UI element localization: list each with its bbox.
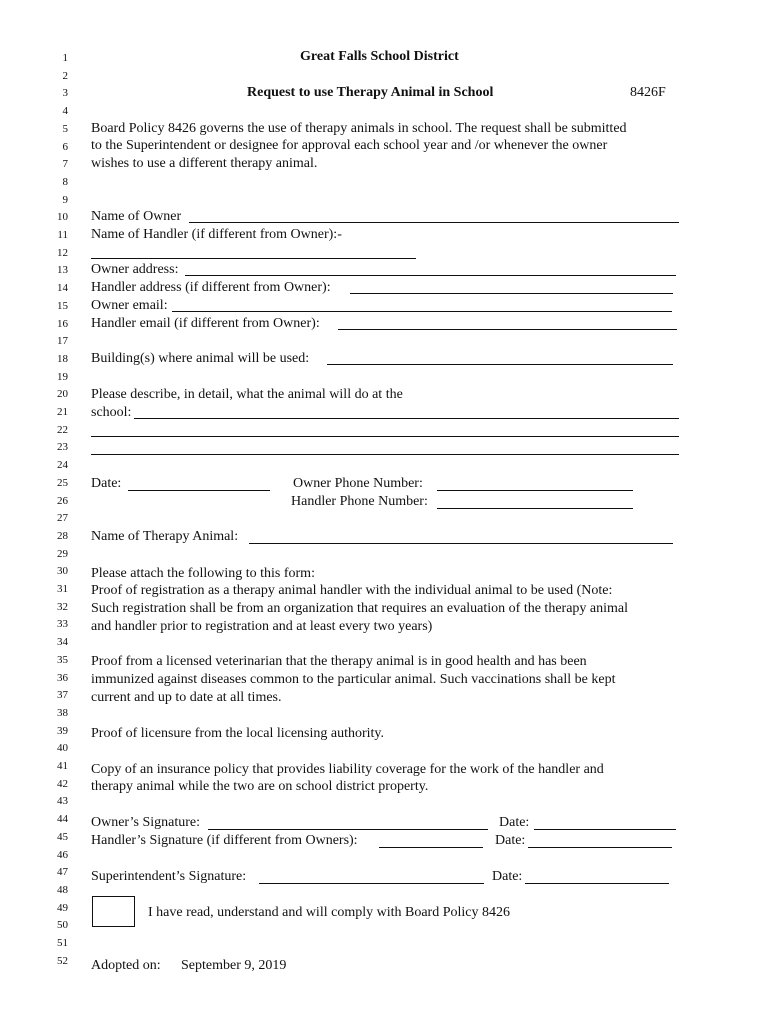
line-number: 41 (57, 760, 68, 772)
line-number: 28 (57, 529, 68, 542)
line-number: 2 (62, 69, 68, 82)
line-number: 48 (57, 883, 68, 896)
attach-insurance: therapy animal while the two are on school district property. (91, 779, 429, 794)
line-number: 43 (57, 795, 68, 808)
acknowledge-checkbox[interactable] (92, 896, 135, 927)
acknowledge-label: I have read, understand and will comply with Board Policy 8426 (148, 905, 510, 920)
attach-registration: Proof of registration as a therapy animal handler with the individual animal to be used (Note: (91, 583, 613, 598)
line-number: 11 (57, 229, 68, 241)
line-number: 20 (57, 388, 68, 401)
handler-address-label: Handler address (if different from Owner): (91, 280, 331, 295)
date-field[interactable] (128, 490, 270, 491)
buildings-label: Building(s) where animal will be used: (91, 351, 310, 366)
line-number: 25 (57, 476, 68, 489)
line-number: 16 (57, 317, 68, 330)
handler-name-field[interactable] (91, 258, 416, 259)
owner-address-field[interactable] (185, 275, 676, 276)
adopted-date: September 9, 2019 (181, 958, 287, 973)
describe-field[interactable] (134, 418, 679, 419)
line-number: 38 (57, 706, 68, 719)
line-number: 12 (57, 246, 68, 259)
owner-signature-date-field[interactable] (534, 829, 676, 830)
line-number: 31 (57, 583, 68, 595)
handler-name-label: Name of Handler (if different from Owner):- (91, 227, 342, 242)
line-number: 47 (57, 866, 68, 879)
owner-name-label: Name of Owner (91, 209, 182, 224)
line-number: 51 (57, 937, 68, 949)
superintendent-signature-date-field[interactable] (525, 883, 669, 884)
line-number: 29 (57, 547, 68, 560)
district-title: Great Falls School District (300, 49, 459, 64)
line-number: 30 (57, 565, 68, 578)
owner-email-field[interactable] (172, 311, 672, 312)
superintendent-signature-date-label: Date: (492, 869, 523, 884)
line-number: 46 (57, 848, 68, 861)
animal-name-field[interactable] (249, 543, 673, 544)
line-number: 9 (62, 193, 68, 206)
line-number: 49 (57, 901, 68, 914)
line-number: 32 (57, 600, 68, 613)
line-number: 52 (57, 954, 68, 967)
line-number: 18 (57, 352, 68, 365)
date-label: Date: (91, 476, 122, 491)
line-number: 4 (62, 105, 68, 118)
attach-veterinarian: immunized against diseases common to the particular animal. Such vaccinations shall be kept (91, 672, 616, 687)
line-number: 24 (57, 459, 68, 472)
line-number: 27 (57, 512, 68, 525)
superintendent-signature-label: Superintendent’s Signature: (91, 869, 247, 884)
buildings-field[interactable] (327, 364, 673, 365)
adopted-label: Adopted on: (91, 958, 161, 973)
describe-field[interactable] (91, 436, 679, 437)
attach-registration: and handler prior to registration and at least every two years) (91, 619, 433, 634)
line-number: 3 (62, 87, 68, 100)
handler-email-field[interactable] (338, 329, 677, 330)
handler-address-field[interactable] (350, 293, 673, 294)
owner-email-label: Owner email: (91, 298, 168, 313)
line-number: 17 (57, 335, 68, 348)
attach-heading: Please attach the following to this form: (91, 566, 315, 581)
line-number: 14 (57, 282, 68, 295)
intro-line: to the Superintendent or designee for approval each school year and /or whenever the owner (91, 138, 608, 153)
owner-signature-date-label: Date: (499, 815, 530, 830)
handler-signature-field[interactable] (379, 847, 483, 848)
line-number: 35 (57, 653, 68, 666)
line-number: 23 (57, 441, 68, 454)
attach-registration: Such registration shall be from an organization that requires an evaluation of the therapy animal (91, 601, 629, 616)
owner-name-field[interactable] (189, 222, 679, 223)
attach-veterinarian: Proof from a licensed veterinarian that the therapy animal is in good health and has been (91, 654, 587, 669)
line-number: 37 (57, 689, 68, 702)
describe-label: Please describe, in detail, what the animal will do at the (91, 387, 403, 402)
line-number: 22 (57, 423, 68, 436)
line-number: 7 (62, 158, 68, 171)
handler-signature-date-field[interactable] (528, 847, 672, 848)
line-number: 26 (57, 494, 68, 507)
owner-signature-label: Owner’s Signature: (91, 815, 200, 830)
intro-line: Board Policy 8426 governs the use of therapy animals in school. The request shall be submitted (91, 121, 627, 136)
owner-signature-field[interactable] (208, 829, 488, 830)
line-number: 34 (57, 636, 68, 649)
line-number: 8 (62, 175, 68, 188)
line-number: 39 (57, 724, 68, 737)
line-number: 36 (57, 671, 68, 684)
line-number: 15 (57, 299, 68, 312)
attach-insurance: Copy of an insurance policy that provides liability coverage for the work of the handler and (91, 762, 604, 777)
line-number: 42 (57, 777, 68, 790)
line-number: 19 (57, 370, 68, 383)
owner-address-label: Owner address: (91, 262, 179, 277)
describe-label-cont: school: (91, 405, 132, 420)
line-number: 10 (57, 211, 68, 224)
handler-phone-label: Handler Phone Number: (291, 494, 428, 509)
line-number: 50 (57, 919, 68, 932)
line-number: 5 (62, 122, 68, 135)
superintendent-signature-field[interactable] (259, 883, 484, 884)
line-number: 1 (62, 52, 68, 64)
form-code: 8426F (630, 85, 666, 100)
attach-licensure: Proof of licensure from the local licensing authority. (91, 726, 385, 741)
owner-phone-label: Owner Phone Number: (293, 476, 423, 491)
owner-phone-field[interactable] (437, 490, 633, 491)
handler-email-label: Handler email (if different from Owner): (91, 316, 320, 331)
line-number: 6 (62, 140, 68, 153)
intro-line: wishes to use a different therapy animal. (91, 156, 318, 171)
handler-signature-label: Handler’s Signature (if different from Owners): (91, 833, 358, 848)
line-number: 44 (57, 813, 68, 826)
line-number: 33 (57, 618, 68, 631)
line-number: 21 (57, 406, 68, 418)
describe-field[interactable] (91, 454, 679, 455)
line-number: 40 (57, 742, 68, 755)
handler-signature-date-label: Date: (495, 833, 526, 848)
handler-phone-field[interactable] (437, 508, 633, 509)
attach-veterinarian: current and up to date at all times. (91, 690, 282, 705)
line-number: 45 (57, 830, 68, 843)
form-title: Request to use Therapy Animal in School (247, 85, 494, 100)
line-number: 13 (57, 264, 68, 277)
animal-name-label: Name of Therapy Animal: (91, 529, 239, 544)
